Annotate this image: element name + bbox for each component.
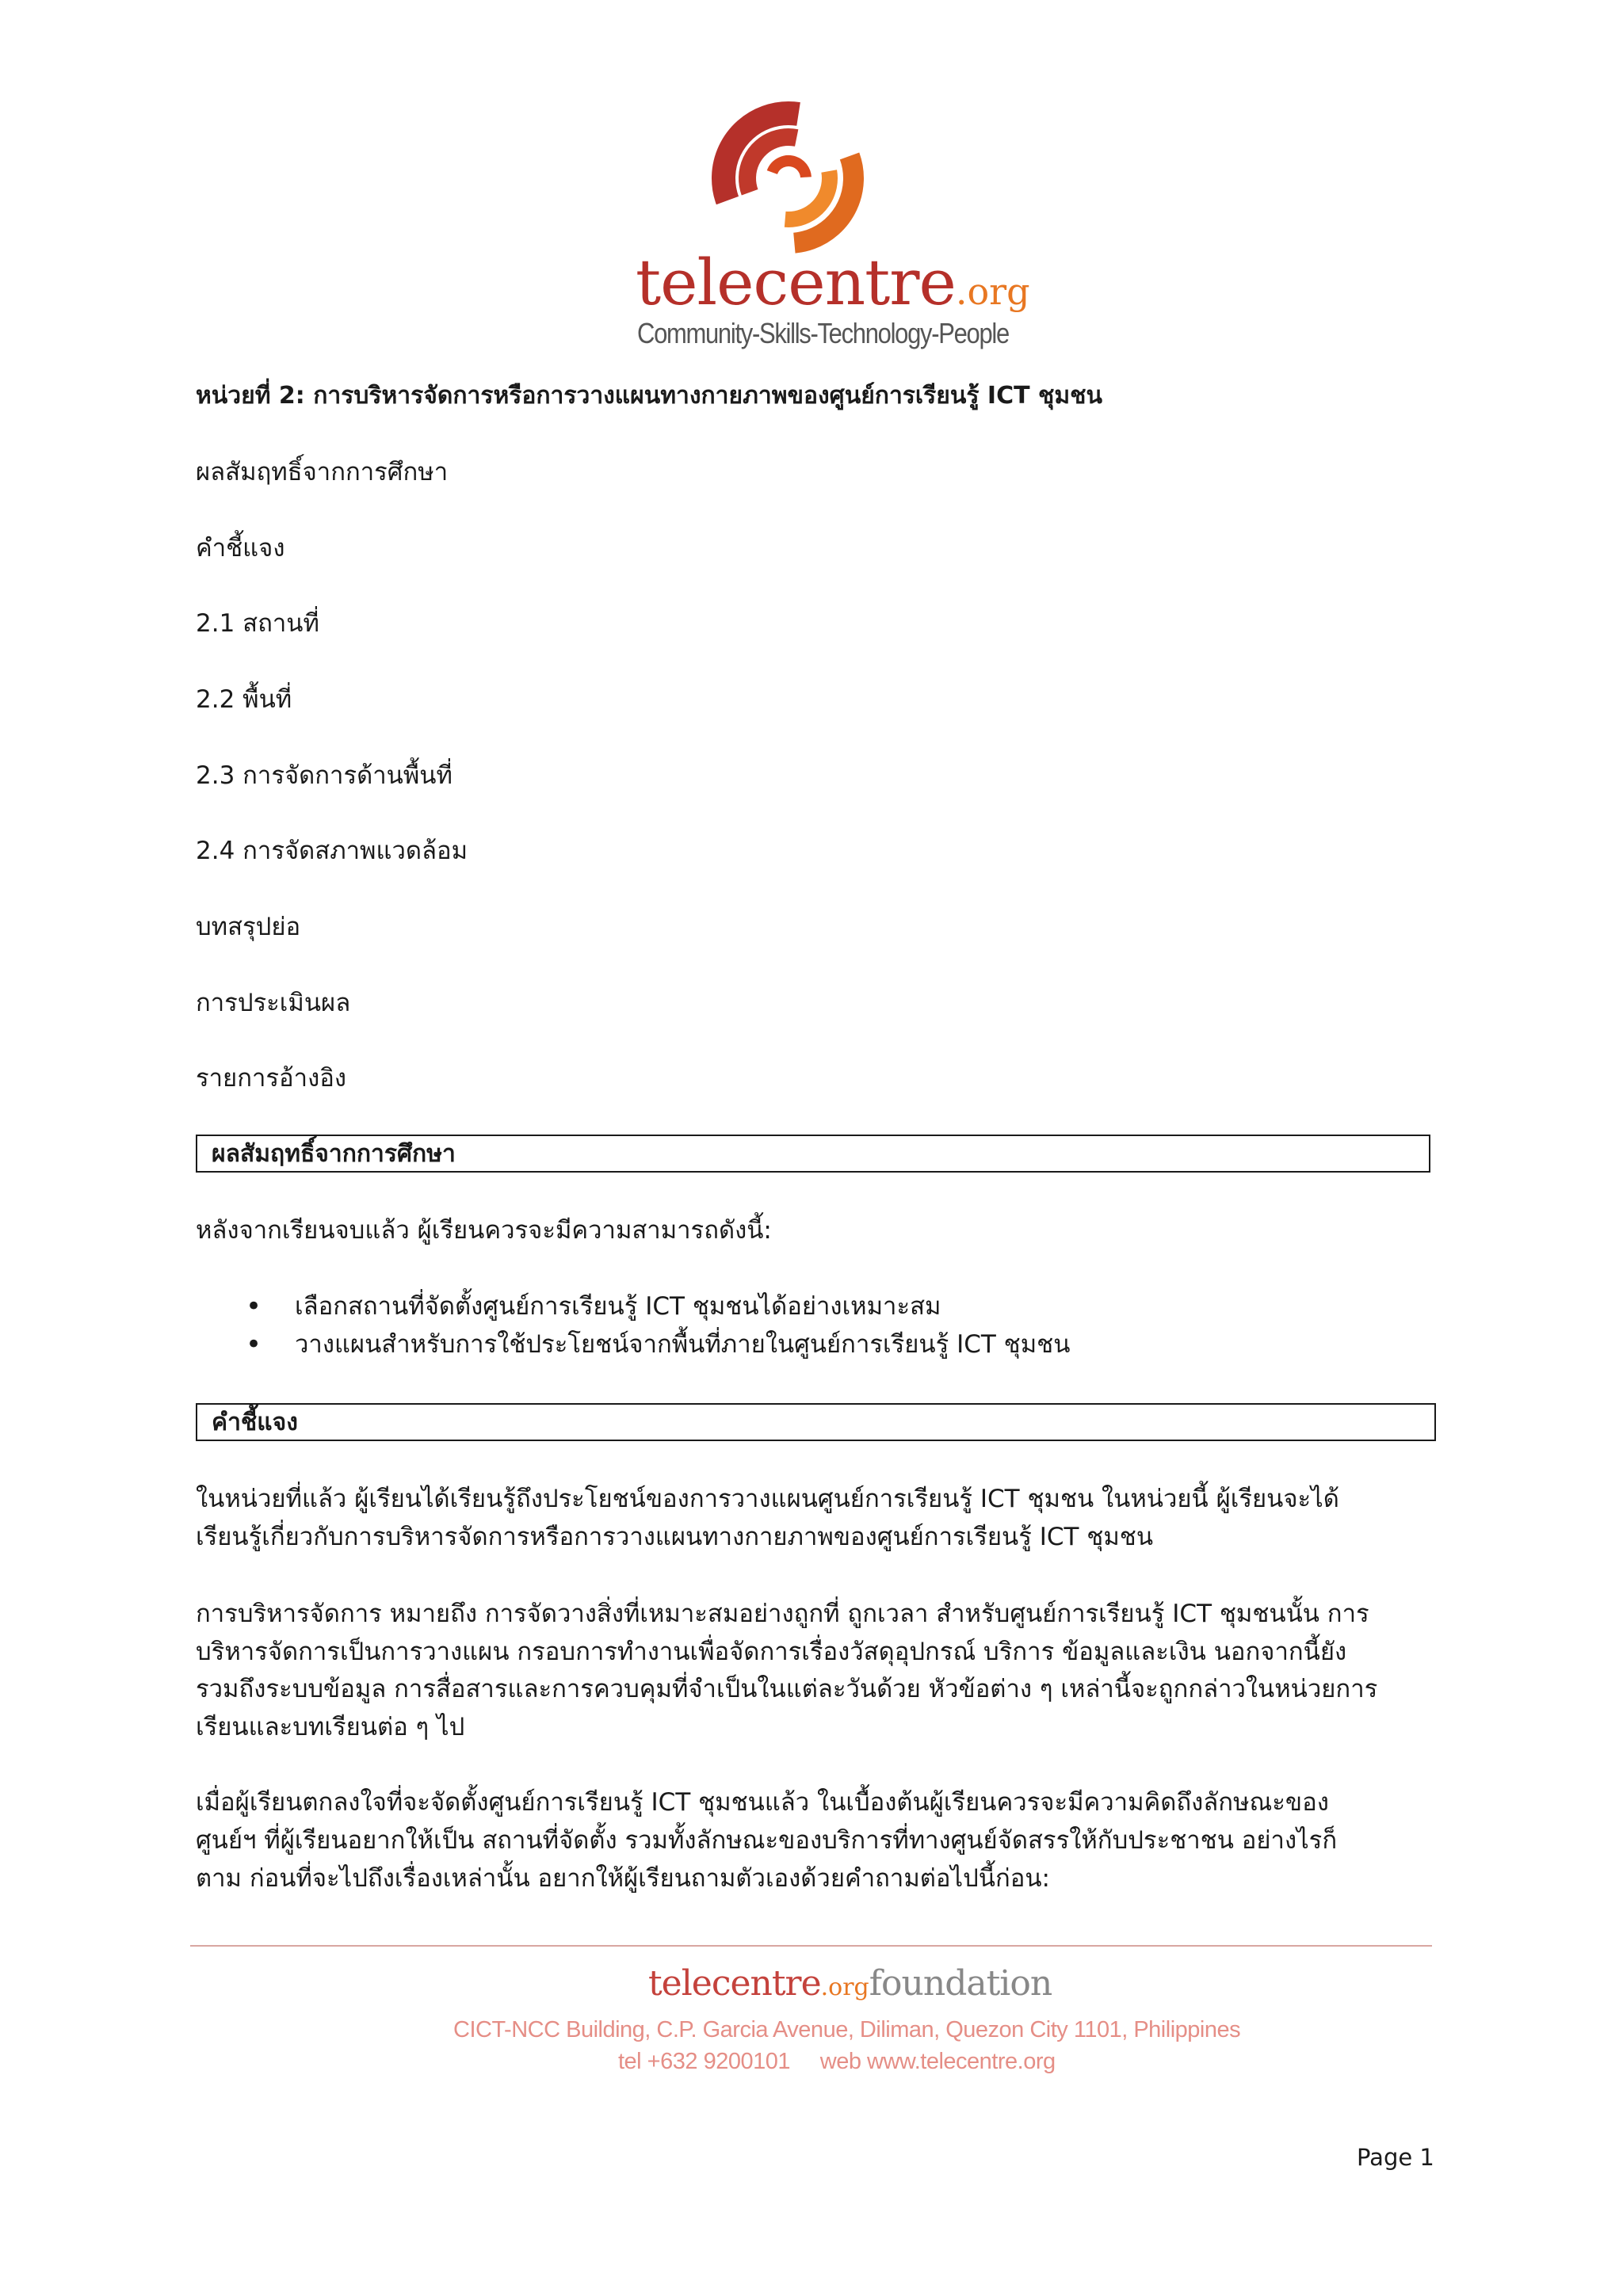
paragraph-line: เมื่อผู้เรียนตกลงใจที่จะจัดตั้งศูนย์การเรียนรู้ ICT ชุมชนแล้ว ในเบื้องต้นผู้เรียนควรจะมีความคิดถึงลักษณะของ (196, 1788, 1329, 1817)
footer-brand-tld: .org (820, 1974, 869, 2001)
toc-item: คำชี้แจง (196, 534, 285, 563)
toc-item: ผลสัมฤทธิ์จากการศึกษา (196, 458, 449, 486)
outcomes-heading-box (196, 1135, 1430, 1173)
swirl-logo-icon (689, 99, 888, 265)
footer-address: CICT-NCC Building, C.P. Garcia Avenue, Diliman, Quezon City 1101, Philippines (453, 2017, 1241, 2042)
toc-item: 2.1 สถานที่ (196, 609, 319, 638)
logo-brand-main: telecentre (636, 246, 956, 319)
outcome-item: วางแผนสำหรับการใช้ประโยชน์จากพื้นที่ภายในศูนย์การเรียนรู้ ICT ชุมชน (295, 1330, 1071, 1359)
footer-divider (190, 1945, 1432, 1947)
paragraph-line: รวมถึงระบบข้อมูล การสื่อสารและการควบคุมที่จำเป็นในแต่ละวันด้วย หัวข้อต่าง ๆ เหล่านี้จะถูกกล่าวในหน่วยการ (196, 1675, 1378, 1703)
logo-wordmark (636, 246, 1030, 319)
unit-title: หน่วยที่ 2: การบริหารจัดการหรือการวางแผนทางกายภาพของศูนย์การเรียนรู้ ICT ชุมชน (196, 382, 1103, 410)
toc-item: 2.3 การจัดการด้านพื้นที่ (196, 761, 453, 790)
toc-item: บทสรุปย่อ (196, 913, 301, 941)
toc-item: รายการอ้างอิง (196, 1064, 346, 1093)
bullet-icon: • (246, 1291, 262, 1322)
paragraph-line: ศูนย์ฯ ที่ผู้เรียนอยากให้เป็น สถานที่จัดตั้ง รวมทั้งลักษณะของบริการที่ทางศูนย์จัดสรรให้กับประชาชน อย่างไรก็ (196, 1826, 1338, 1855)
outcomes-intro: หลังจากเรียนจบแล้ว ผู้เรียนควรจะมีความสามารถดังนี้: (196, 1216, 772, 1245)
bullet-icon: • (246, 1329, 262, 1360)
outcomes-heading: ผลสัมฤทธิ์จากการศึกษา (212, 1140, 456, 1168)
telecentre-logo (626, 99, 1030, 360)
paragraph-line: บริหารจัดการเป็นการวางแผน กรอบการทำงานเพื่อจัดการเรื่องวัสดุอุปกรณ์ บริการ ข้อมูลและเงิน นอกจากนี้ยัง (196, 1638, 1347, 1666)
toc-item: การประเมินผล (196, 989, 351, 1017)
logo-brand-tld: .org (955, 270, 1030, 313)
paragraph-line: การบริหารจัดการ หมายถึง การจัดวางสิ่งที่เหมาะสมอย่างถูกที่ ถูกเวลา สำหรับศูนย์การเรียนรู้ ICT ชุมชนนั้น การ (196, 1600, 1369, 1628)
footer-brand-suffix: foundation (869, 1963, 1052, 2004)
logo-tagline: Community-Skills-Technology-People (637, 317, 1009, 349)
instructions-heading: คำชี้แจง (212, 1409, 298, 1436)
paragraph-line: เรียนรู้เกี่ยวกับการบริหารจัดการหรือการวางแผนทางกายภาพของศูนย์การเรียนรู้ ICT ชุมชน (196, 1523, 1154, 1551)
page-number: Page 1 (1357, 2144, 1434, 2171)
footer-contact: tel +632 9200101 web www.telecentre.org (618, 2049, 1056, 2074)
paragraph-line: ในหน่วยที่แล้ว ผู้เรียนได้เรียนรู้ถึงประโยชน์ของการวางแผนศูนย์การเรียนรู้ ICT ชุมชน ในหน่วยนี้ ผู้เรียนจะได้ (196, 1485, 1339, 1513)
paragraph-line: ตาม ก่อนที่จะไปถึงเรื่องเหล่านั้น อยากให้ผู้เรียนถามตัวเองด้วยคำถามต่อไปนี้ก่อน: (196, 1864, 1050, 1893)
instructions-heading-box (196, 1403, 1436, 1441)
toc-item: 2.2 พื้นที่ (196, 685, 292, 714)
outcome-item: เลือกสถานที่จัดตั้งศูนย์การเรียนรู้ ICT ชุมชนได้อย่างเหมาะสม (295, 1292, 941, 1321)
footer-logo (648, 1963, 1052, 2004)
toc-item: 2.4 การจัดสภาพแวดล้อม (196, 837, 468, 865)
footer-brand-main: telecentre (648, 1963, 821, 2004)
paragraph-line: เรียนและบทเรียนต่อ ๆ ไป (196, 1713, 465, 1741)
